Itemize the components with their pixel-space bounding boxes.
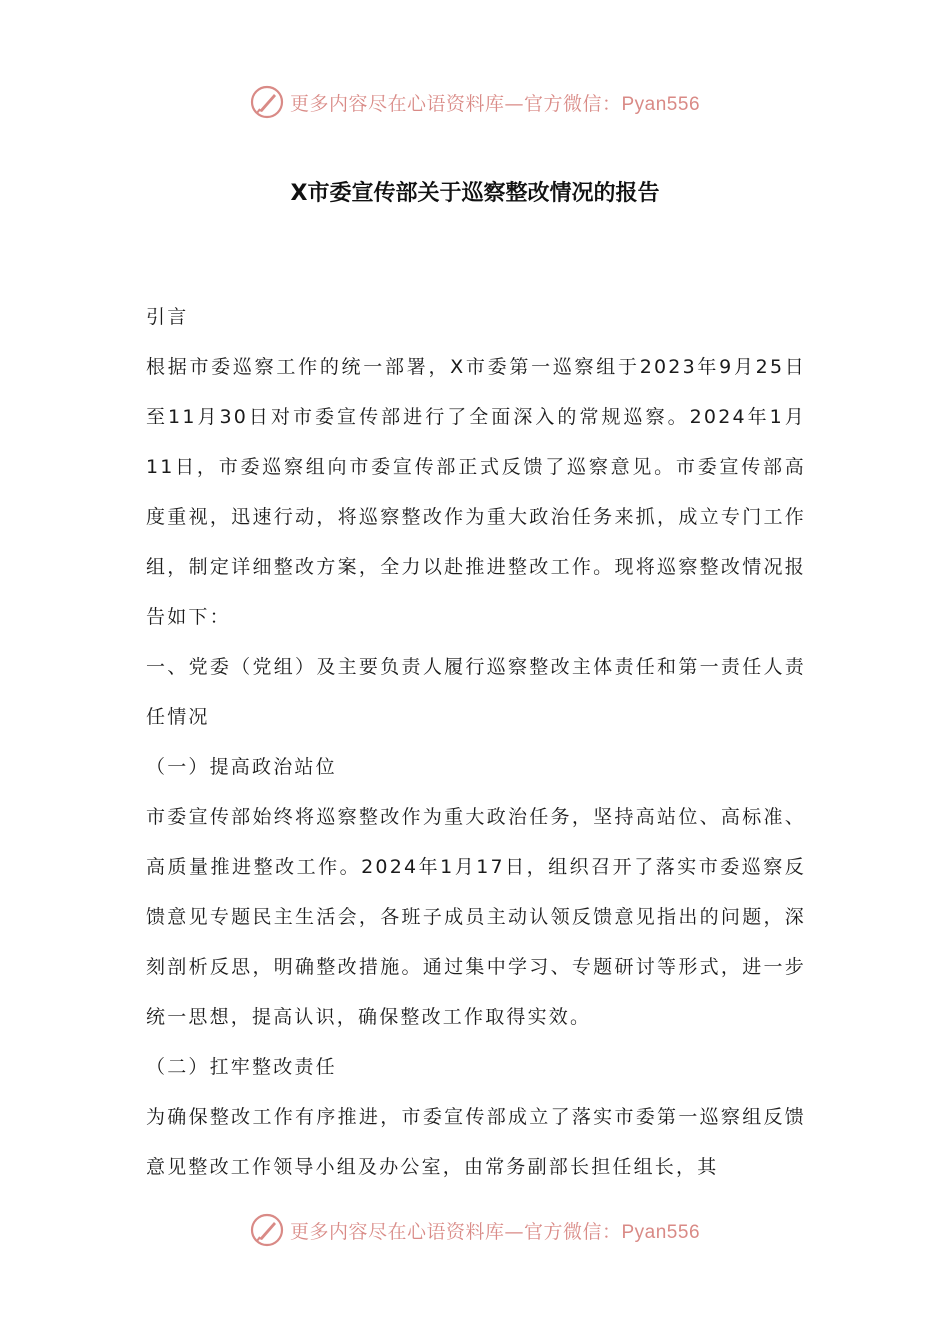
paragraph: 引言 — [146, 306, 189, 328]
watermark-footer — [0, 1210, 950, 1250]
document-body — [146, 292, 806, 1192]
paragraph: 根据市委巡察工作的统一部署，X市委第一巡察组于2023年9月25日至11月30日对市委宣传部进行了全面深入的常规巡察。2024年1月11日，市委巡察组向市委宣传部正式反馈了巡察意见。市委宣传部高度重视，迅速行动，将巡察整改作为重大政治任务来抓，成立专门工作组，制定详细整改方案，全力以赴推进整改工作。现将巡察整改情况报告如下： — [146, 356, 806, 628]
paragraph: 市委宣传部始终将巡察整改作为重大政治任务，坚持高站位、高标准、高质量推进整改工作。2024年1月17日，组织召开了落实市委巡察反馈意见专题民主生活会，各班子成员主动认领反馈意见指出的问题，深刻剖析反思，明确整改措施。通过集中学习、专题研讨等形式，进一步统一思想，提高认识，确保整改工作取得实效。 — [146, 806, 806, 1028]
document-title: X市委宣传部关于巡察整改情况的报告 — [290, 181, 660, 206]
watermark-text: 更多内容尽在心语资料库—官方微信：Pyan556 — [289, 1220, 701, 1243]
watermark-header — [0, 82, 950, 122]
section-heading: 一、党委（党组）及主要负责人履行巡察整改主体责任和第一责任人责任情况 — [146, 656, 806, 728]
subsection-heading: （二）扛牢整改责任 — [146, 1056, 337, 1078]
quill-logo-icon — [250, 1213, 284, 1247]
watermark-text: 更多内容尽在心语资料库—官方微信：Pyan556 — [289, 92, 701, 115]
paragraph: 为确保整改工作有序推进，市委宣传部成立了落实市委第一巡察组反馈意见整改工作领导小组及办公室，由常务副部长担任组长，其 — [146, 1106, 806, 1178]
subsection-heading: （一）提高政治站位 — [146, 756, 337, 778]
quill-logo-icon — [250, 85, 284, 119]
